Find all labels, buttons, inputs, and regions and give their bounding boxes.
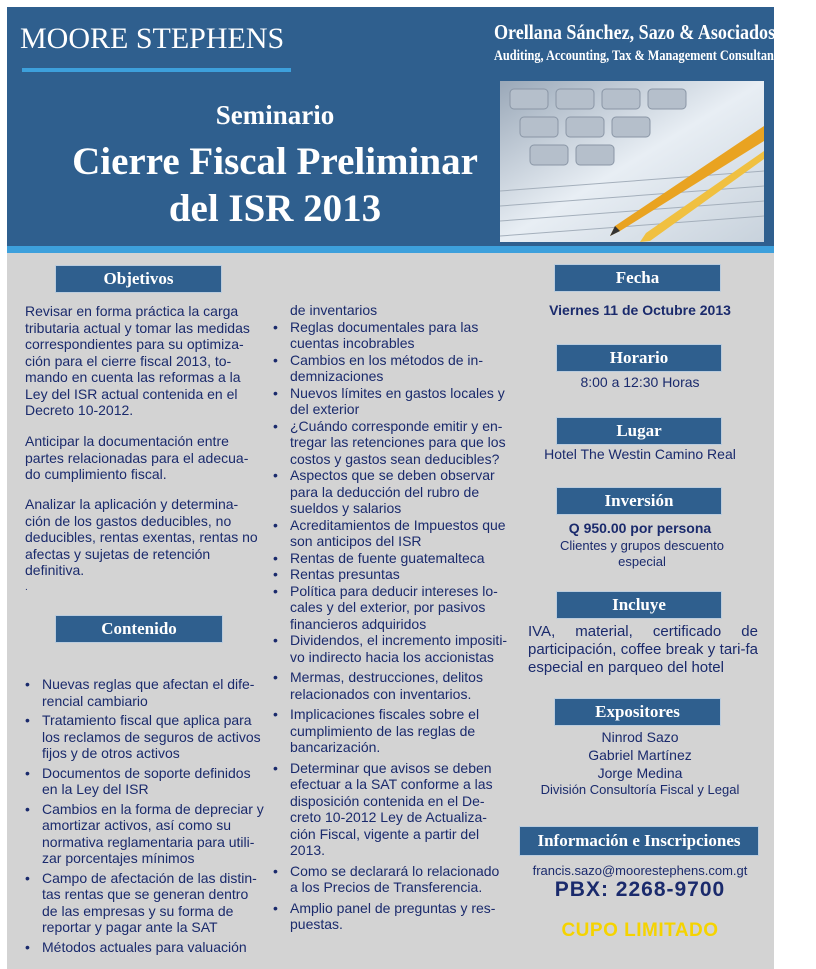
list-item: • Rentas de fuente guatemalteca (273, 550, 509, 567)
list-item: • Aspectos que se deben observar para la deducción del rubro de sueldos y salarios (273, 467, 509, 517)
brand-logo-text: MOORE STEPHENS (20, 22, 285, 55)
list-item: • Cambios en la forma de depreciar y amortizar activos, así como su normativa reglamentaria para utili-zar porcentajes mínimos (25, 801, 265, 867)
objetivos-heading: Objetivos (55, 265, 222, 293)
objetivos-paragraph-3: Analizar la aplicación y determina-ción de los gastos deducibles, no deducibles, rentas exentas, rentas no afectas y sujetas de retención definitiva. (25, 496, 258, 578)
list-item: • Documentos de soporte definidos en la Ley del ISR (25, 765, 265, 798)
list-item: • Determinar que avisos se deben efectuar a la SAT conforme a las disposición contenida en el De-creto 10-2012 Ley de Actualiza-ción Fiscal, vigente a partir del 2013. (273, 760, 509, 859)
firm-name: Orellana Sánchez, Sazo & Asociados, S.C. (494, 20, 816, 44)
seminar-title-line2: del ISR 2013 (168, 187, 382, 230)
accent-band (7, 246, 774, 253)
contenido-list-left (25, 676, 265, 955)
seminar-title-line1: Cierre Fiscal Preliminar (72, 140, 478, 183)
contenido-list-right (273, 302, 509, 933)
fecha-value: Viernes 11 de Octubre 2013 (549, 302, 731, 318)
list-item: • Rentas presuntas (273, 566, 509, 583)
list-item: • Amplio panel de preguntas y res-puestas. (273, 900, 509, 933)
cupo-limitado: CUPO LIMITADO (561, 920, 719, 941)
info-phone[interactable]: PBX: 2268-9700 (554, 878, 726, 901)
list-item: • Cambios en los métodos de in-demnizaciones (273, 352, 509, 385)
objetivos-paragraph-1: Revisar en forma práctica la carga tributaria actual y tomar las medidas correspondientes para su optimiza-ción para el cierre fiscal 2013, to-mando en cuenta las reformas a la Ley del ISR actual contenida en el Decreto 10-2012. (25, 303, 250, 418)
list-item: • Nuevos límites en gastos locales y del exterior (273, 385, 509, 418)
info-email[interactable]: francis.sazo@moorestephens.com.gt (532, 863, 748, 878)
inversion-price: Q 950.00 por persona (568, 520, 712, 536)
inversion-note: Clientes y grupos descuento especial (559, 538, 725, 569)
expositores-division: División Consultoría Fiscal y Legal (540, 782, 740, 797)
list-item: • Campo de afectación de las distin-tas rentas que se generan dentro de las empresas y su forma de reportar y pagar ante la SAT (25, 870, 265, 936)
horario-value: 8:00 a 12:30 Horas (580, 374, 700, 390)
list-item-continuation: de inventarios (290, 302, 378, 318)
expositores-names (520, 728, 760, 782)
expositores-heading: Expositores (554, 698, 721, 726)
horario-heading: Horario (556, 344, 722, 372)
list-item: • Tratamiento fiscal que aplica para los reclamos de seguros de activos fijos y de otros activos (25, 712, 265, 762)
speaker-name: Jorge Medina (597, 765, 683, 781)
brand-underline (22, 68, 291, 72)
list-item: • Acreditamientos de Impuestos que son anticipos del ISR (273, 517, 509, 550)
list-item: • Política para deducir intereses lo-cales y del exterior, por pasivos financieros adquiridos (273, 583, 509, 633)
contenido-heading: Contenido (55, 615, 223, 643)
lugar-heading: Lugar (556, 417, 722, 445)
speaker-name: Ninrod Sazo (601, 729, 679, 745)
list-item: • Como se declarará lo relacionado a los Precios de Transferencia. (273, 863, 509, 896)
inversion-heading: Inversión (556, 487, 722, 515)
list-item: • Métodos actuales para valuación (25, 939, 265, 956)
list-item: • ¿Cuándo corresponde emitir y en-tregar las retenciones para que los costos y gastos sean deducibles? (273, 418, 509, 468)
stray-dot: . (25, 582, 28, 593)
fecha-heading: Fecha (554, 264, 721, 292)
objetivos-paragraph-2: Anticipar la documentación entre partes relacionadas para el adecua-do cumplimiento fiscal. (25, 433, 249, 482)
list-item: • Mermas, destrucciones, delitos relacionados con inventarios. (273, 669, 509, 702)
info-heading: Información e Inscripciones (519, 826, 759, 856)
speaker-name: Gabriel Martínez (588, 747, 692, 763)
seminar-label: Seminario (215, 100, 335, 130)
list-item: • Dividendos, el incremento impositi-vo indirecto hacia los accionistas (273, 632, 509, 665)
list-item: • Implicaciones fiscales sobre el cumplimiento de las reglas de bancarización. (273, 706, 509, 756)
list-item: • Nuevas reglas que afectan el dife-rencial cambiario (25, 676, 265, 709)
firm-tagline: Auditing, Accounting, Tax & Management Consultancy (494, 48, 786, 64)
incluye-text: IVA, material, certificado de participación, coffee break y tari-fa especial en parqueo del hotel (528, 623, 758, 676)
list-item: • Reglas documentales para las cuentas incobrables (273, 319, 509, 352)
calculator-pen-photo (500, 81, 764, 242)
lugar-value: Hotel The Westin Camino Real (544, 446, 736, 462)
incluye-heading: Incluye (556, 591, 722, 619)
